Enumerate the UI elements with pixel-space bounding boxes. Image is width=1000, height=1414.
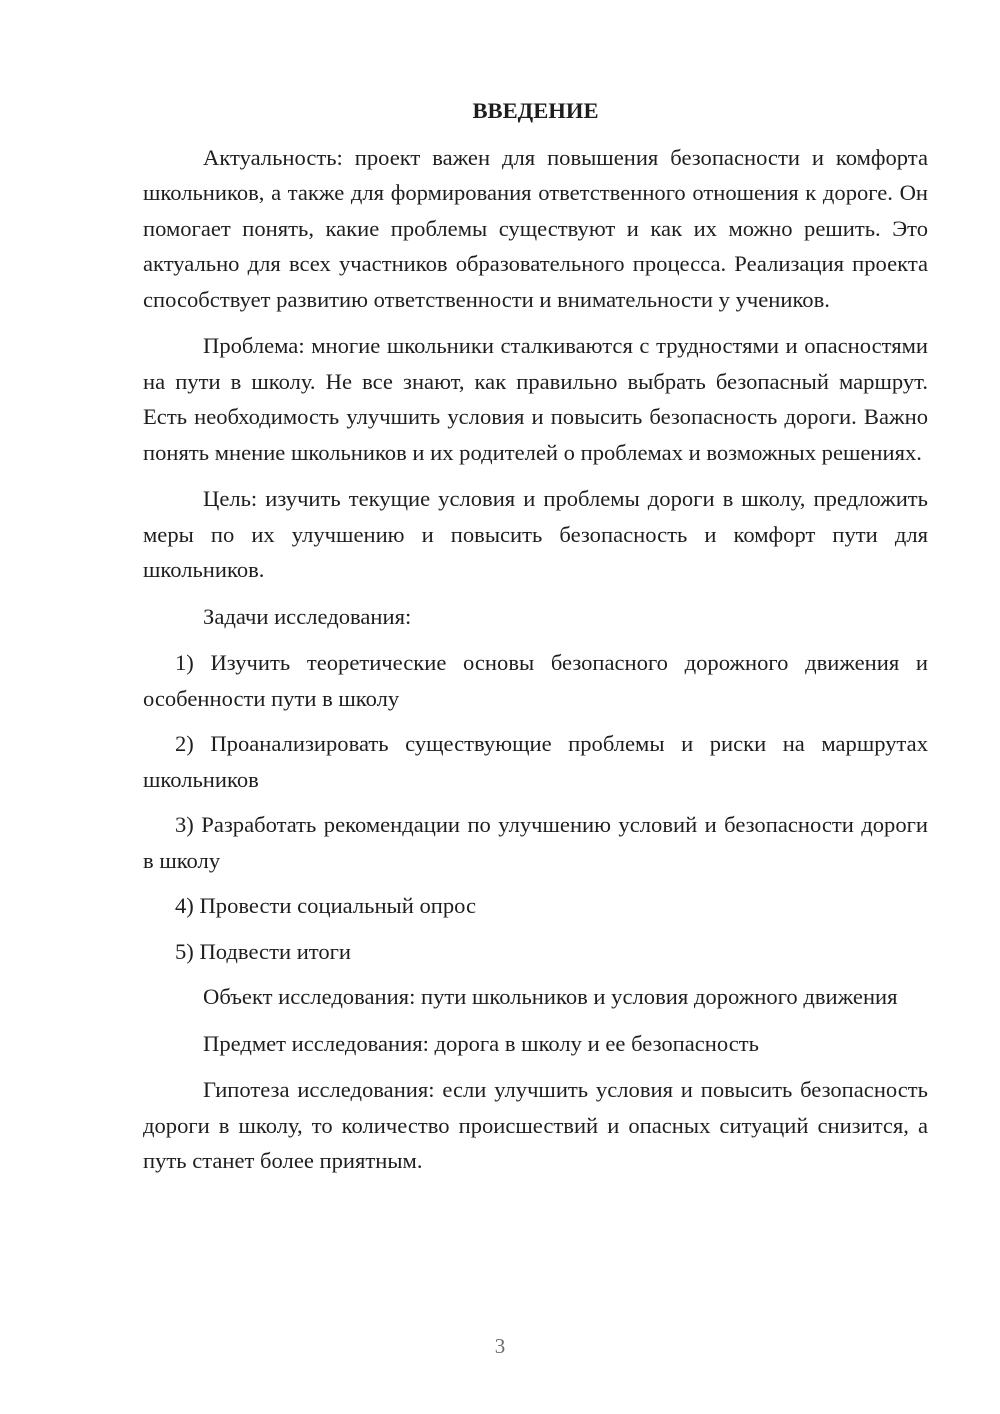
tasks-heading: Задачи исследования: xyxy=(203,603,412,629)
paragraph-object: Объект исследования: пути школьников и условия дорожного движения xyxy=(203,984,898,1009)
task-item-1: 1) Изучить теоретические основы безопасного дорожного движения и особенности пути в школу xyxy=(143,650,928,711)
page-number: 3 xyxy=(494,1334,506,1358)
document-body xyxy=(143,93,928,1190)
paragraph-goal: Цель: изучить текущие условия и проблемы дороги в школу, предложить меры по их улучшению и повысить безопасность и комфорт пути для школьников. xyxy=(143,486,928,582)
paragraph-relevance: Актуальность: проект важен для повышения безопасности и комфорта школьников, а также для формирования ответственного отношения к дороге. Он помогает понять, какие проблемы существуют и как их можно решить. Это актуально для всех участников образовательного процесса. Реализация проекта способствует развитию ответственности и внимательности у учеников. xyxy=(143,144,928,312)
section-title: ВВЕДЕНИЕ xyxy=(472,98,599,123)
paragraph-subject: Предмет исследования: дорога в школу и ее безопасность xyxy=(203,1030,759,1056)
task-item-5: 5) Подвести итоги xyxy=(175,938,352,964)
paragraph-hypothesis: Гипотеза исследования: если улучшить условия и повысить безопасность дороги в школу, то количество происшествий и опасных ситуаций снизится, а путь станет более приятным. xyxy=(143,1077,928,1173)
task-item-2: 2) Проанализировать существующие проблемы и риски на маршрутах школьников xyxy=(143,731,928,792)
task-item-4: 4) Провести социальный опрос xyxy=(175,893,477,918)
paragraph-problem: Проблема: многие школьники сталкиваются с трудностями и опасностями на пути в школу. Не все знают, как правильно выбрать безопасный маршрут. Есть необходимость улучшить условия и повысить безопасность дороги. Важно понять мнение школьников и их родителей о проблемах и возможных решениях. xyxy=(143,333,928,465)
task-item-3: 3) Разработать рекомендации по улучшению условий и безопасности дороги в школу xyxy=(143,812,928,873)
